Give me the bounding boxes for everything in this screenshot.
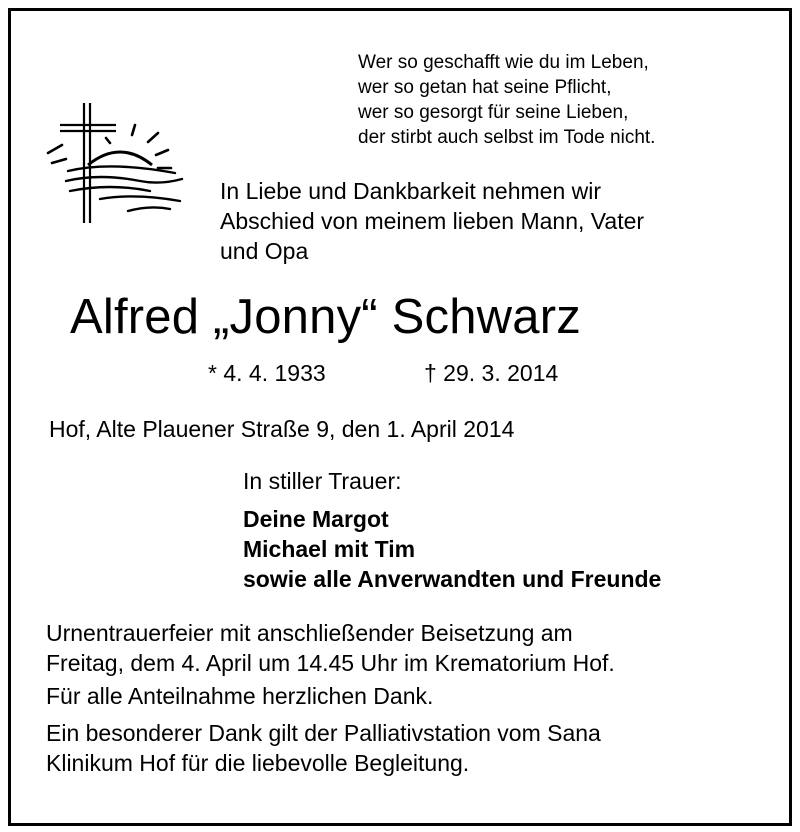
special-thanks-line: Ein besonderer Dank gilt der Palliativstation vom Sana: [46, 720, 601, 746]
mourners-list: [243, 504, 661, 594]
deceased-name: Alfred „Jonny“ Schwarz: [70, 290, 581, 344]
intro-text: [220, 176, 644, 266]
place-and-date: Hof, Alte Plauener Straße 9, den 1. April 2014: [49, 416, 515, 442]
special-thanks-line: Klinikum Hof für die liebevolle Begleitung.: [46, 750, 470, 776]
death-date: † 29. 3. 2014: [424, 360, 559, 386]
intro-line: Abschied von meinem lieben Mann, Vater: [220, 208, 645, 234]
mourner-name: Michael mit Tim: [243, 536, 416, 562]
intro-line: und Opa: [220, 238, 309, 264]
poem-line: wer so getan hat seine Pflicht,: [358, 77, 612, 98]
cross-with-sunrise-icon: [40, 95, 190, 235]
poem-line: wer so gesorgt für seine Lieben,: [358, 102, 629, 123]
special-thanks: [46, 718, 601, 778]
mourning-heading: In stiller Trauer:: [243, 468, 402, 494]
poem-line: Wer so geschafft wie du im Leben,: [358, 52, 649, 73]
thanks-text: Für alle Anteilnahme herzlichen Dank.: [46, 683, 434, 709]
birth-date: * 4. 4. 1933: [208, 360, 326, 386]
poem-line: der stirbt auch selbst im Tode nicht.: [358, 127, 656, 148]
ceremony-info: [46, 618, 615, 678]
mourner-name: Deine Margot: [243, 506, 389, 532]
poem: [358, 50, 655, 150]
ceremony-line: Freitag, dem 4. April um 14.45 Uhr im Krematorium Hof.: [46, 650, 615, 676]
mourner-name: sowie alle Anverwandten und Freunde: [243, 566, 662, 592]
ceremony-line: Urnentrauerfeier mit anschließender Beisetzung am: [46, 620, 573, 646]
intro-line: In Liebe und Dankbarkeit nehmen wir: [220, 178, 602, 204]
